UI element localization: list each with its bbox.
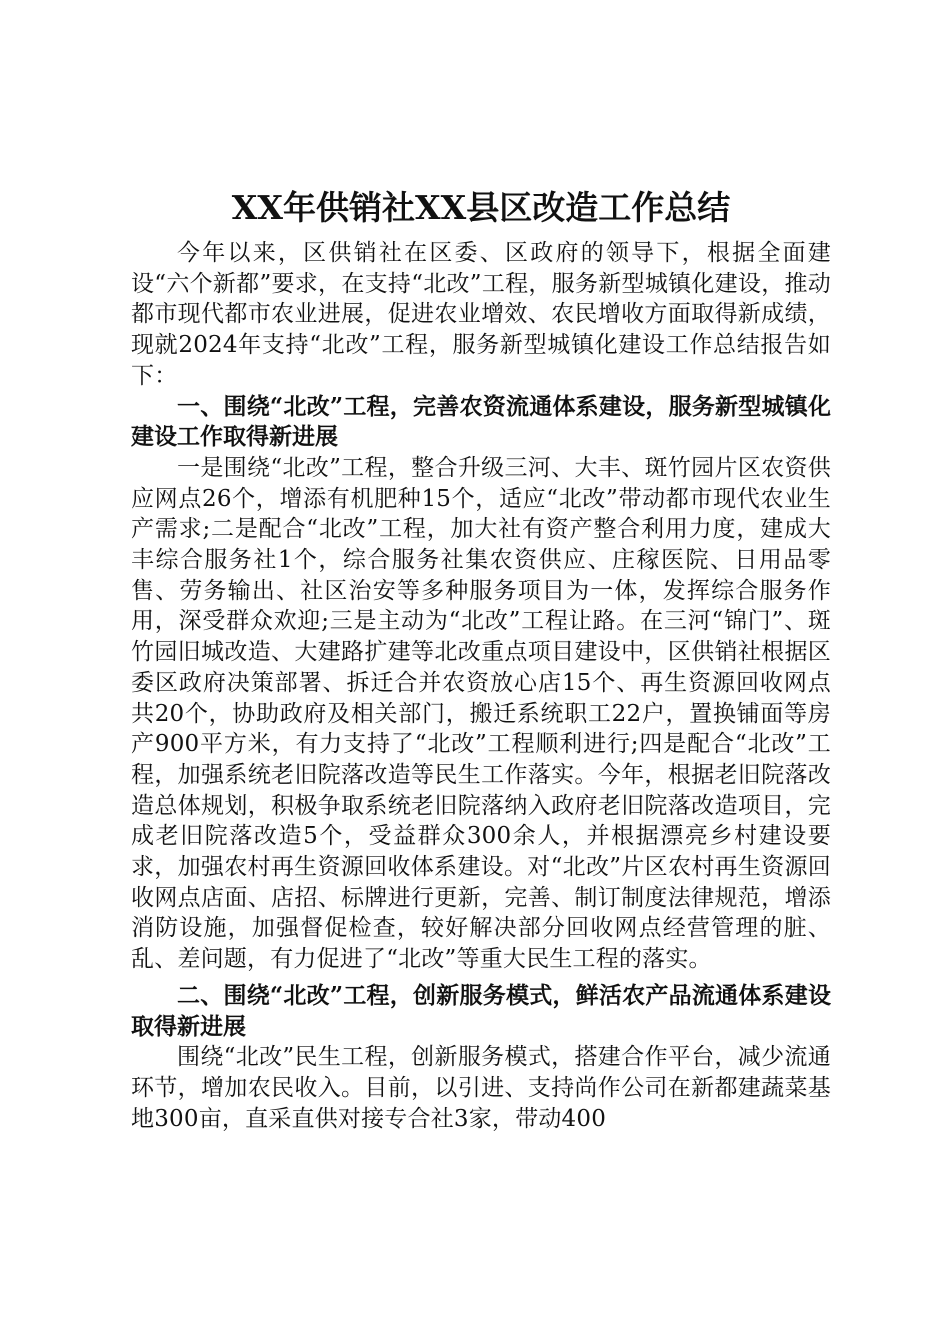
intro-paragraph: 今年以来，区供销社在区委、区政府的领导下，根据全面建设“六个新都”要求，在支持“北改”工程，服务新型城镇化建设，推动都市现代都市农业进展，促进农业增效、农民增收方面取得新成绩，现就2024年支持“北改”工程，服务新型城镇化建设工作总结报告如下： — [131, 240, 831, 389]
section-2-heading: 二、围绕“北改”工程，创新服务模式，鲜活农产品流通体系建设取得新进展 — [131, 981, 831, 1040]
section-1-heading: 一、围绕“北改”工程，完善农资流通体系建设，服务新型城镇化建设工作取得新进展 — [131, 392, 831, 451]
document-page — [131, 186, 831, 1134]
section-2-paragraph: 围绕“北改”民生工程，创新服务模式，搭建合作平台，减少流通环节，增加农民收入。目前，以引进、支持尚作公司在新都建蔬菜基地300亩，直采直供对接专合社3家，带动400 — [131, 1044, 831, 1132]
section-1-paragraph: 一是围绕“北改”工程，整合升级三河、大丰、斑竹园片区农资供应网点26个，增添有机肥种15个，适应“北改”带动都市现代农业生产需求;二是配合“北改”工程，加大社有资产整合利用力度，建成大丰综合服务社1个，综合服务社集农资供应、庄稼医院、日用品零售、劳务输出、社区治安等多种服务项目为一体，发挥综合服务作用，深受群众欢迎;三是主动为“北改”工程让路。在三河“锦门”、斑竹园旧城改造、大建路扩建等北改重点项目建设中，区供销社根据区委区政府决策部署、拆迁合并农资放心店15个、再生资源回收网点共20个，协助政府及相关部门，搬迁系统职工22户，置换铺面等房产900平方米，有力支持了“北改”工程顺利进行;四是配合“北改”工程，加强系统老旧院落改造等民生工作落实。今年，根据老旧院落改造总体规划，积极争取系统老旧院落纳入政府老旧院落改造项目，完成老旧院落改造5个，受益群众300余人，并根据漂亮乡村建设要求，加强农村再生资源回收体系建设。对“北改”片区农村再生资源回收网点店面、店招、标牌进行更新，完善、制订制度法律规范，增添消防设施，加强督促检查，较好解决部分回收网点经营管理的脏、乱、差问题，有力促进了“北改”等重大民生工程的落实。 — [131, 454, 831, 973]
document-title: XX年供销社XX县区改造工作总结 — [231, 188, 731, 227]
